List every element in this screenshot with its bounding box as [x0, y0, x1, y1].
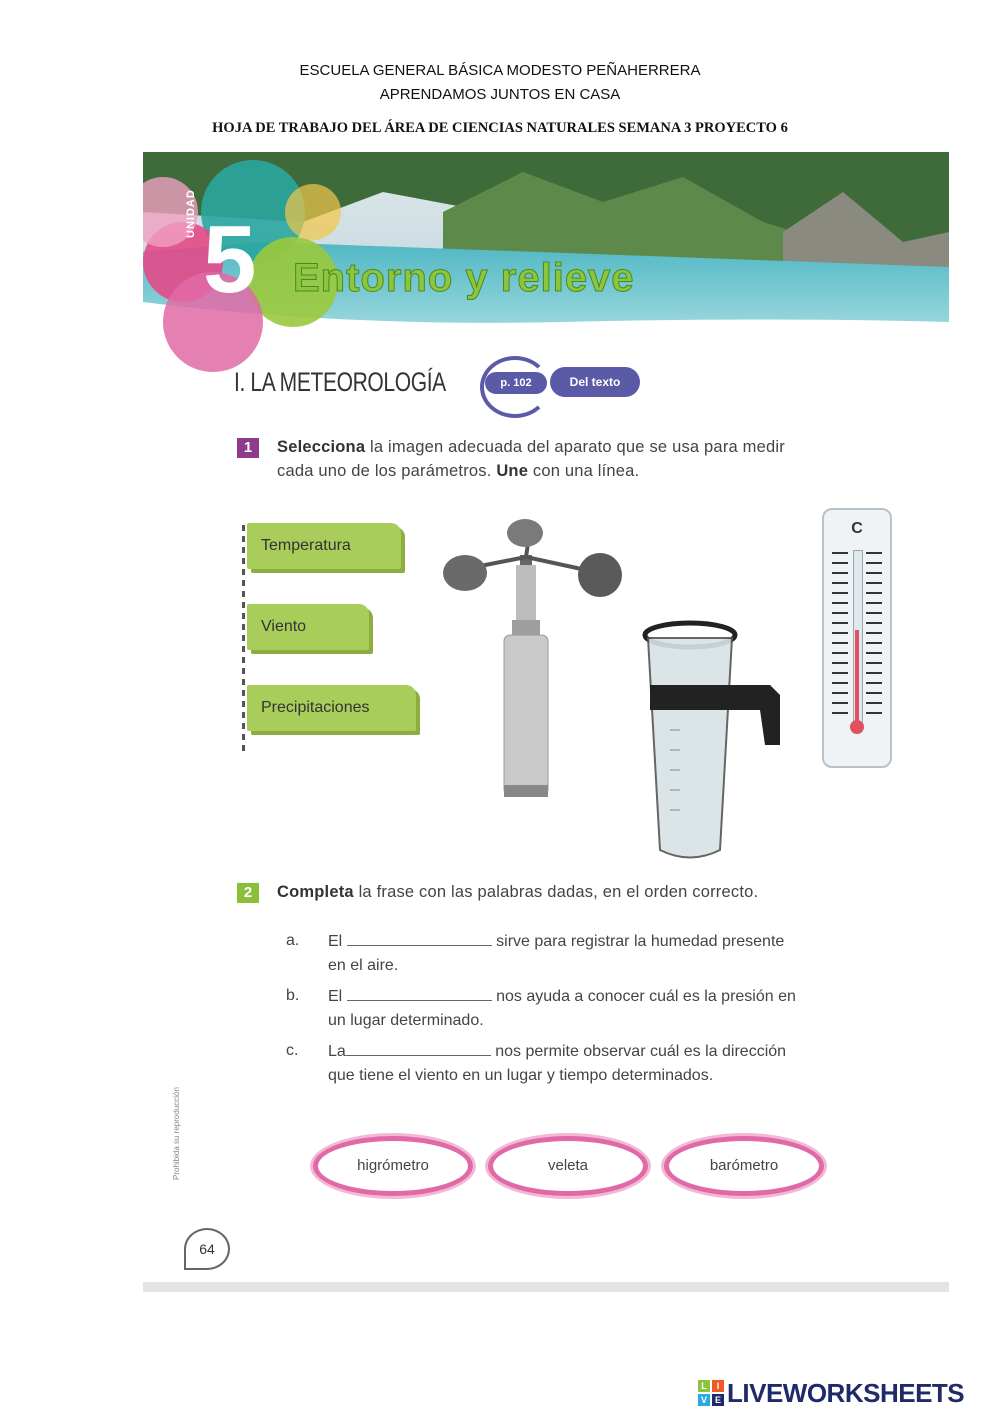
logo-icon: L I V E	[698, 1380, 724, 1406]
word-barometro[interactable]: barómetro	[664, 1136, 824, 1196]
parameter-temperature[interactable]: Temperatura	[247, 523, 401, 569]
thermometer-unit: C	[851, 520, 863, 537]
copyright-note: Prohibida su reproducción	[172, 1087, 181, 1180]
item-b-sentence: El nos ayuda a conocer cuál es la presión en un lugar determinado.	[328, 988, 796, 1029]
item-a-letter: a.	[286, 932, 300, 949]
logo-text: LIVEWORKSHEETS	[727, 1377, 965, 1408]
worksheet-title: HOJA DE TRABAJO DEL ÁREA DE CIENCIAS NATURALES SEMANA 3 PROYECTO 6	[212, 120, 788, 136]
unit-title: Entorno y relieve	[293, 256, 635, 300]
item-a-sentence: El sirve para registrar la humedad presente en el aire.	[328, 933, 785, 974]
unit-banner	[143, 152, 949, 387]
anemometer-image[interactable]	[440, 515, 630, 805]
unit-label: UNIDAD	[185, 189, 197, 238]
page-ref-label: Del texto	[550, 367, 640, 397]
section-title: I. LA METEOROLOGÍA	[234, 367, 446, 397]
unit-number: 5	[203, 206, 257, 313]
footer-bar	[143, 1282, 949, 1292]
item-b-letter: b.	[286, 987, 300, 1004]
word-veleta[interactable]: veleta	[488, 1136, 648, 1196]
school-name: ESCUELA GENERAL BÁSICA MODESTO PEÑAHERRERA	[299, 62, 701, 79]
word-higrometro[interactable]: higrómetro	[313, 1136, 473, 1196]
activity1-instruction: Selecciona la imagen adecuada del aparato que se usa para medir cada uno de los parámetros. Une con una línea.	[277, 438, 785, 480]
blank-b[interactable]	[347, 986, 492, 1001]
page-number: 64	[184, 1228, 230, 1270]
item-c-letter: c.	[286, 1042, 299, 1059]
school-motto: APRENDAMOS JUNTOS EN CASA	[379, 86, 621, 103]
page-ref-number: p. 102	[485, 372, 547, 394]
rain-gauge-image[interactable]	[640, 620, 790, 865]
blank-a[interactable]	[347, 931, 492, 946]
thermometer-image[interactable]	[822, 508, 892, 768]
liveworksheets-logo	[698, 1378, 964, 1408]
dashed-guide	[242, 525, 245, 755]
activity2-instruction: Completa la frase con las palabras dadas, en el orden correcto.	[277, 883, 759, 901]
parameter-wind[interactable]: Viento	[247, 604, 369, 650]
activity2-number: 2	[237, 883, 259, 903]
activity1-number: 1	[237, 438, 259, 458]
blank-c[interactable]	[346, 1041, 491, 1056]
parameter-precipitation[interactable]: Precipitaciones	[247, 685, 416, 731]
item-c-sentence: La nos permite observar cuál es la dirección que tiene el viento en un lugar y tiempo determinados.	[328, 1043, 787, 1084]
